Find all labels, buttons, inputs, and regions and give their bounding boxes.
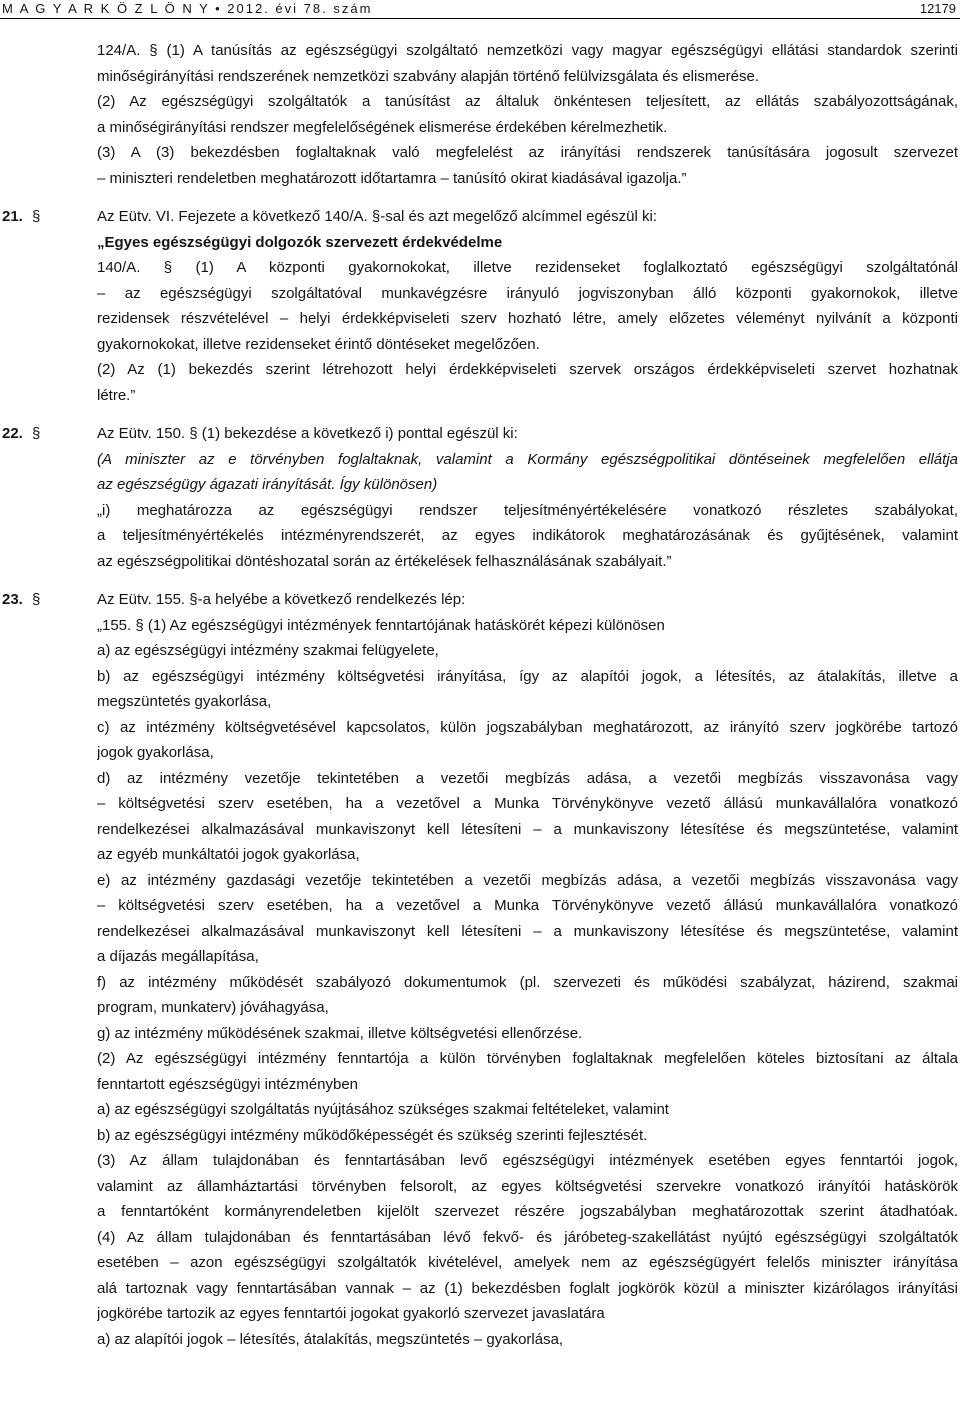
line-text: a teljesítményértékelés intézményrendszerét, az egyes indikátorok meghatározásának és gyűjtésének, valamint — [97, 527, 958, 544]
line-text: a díjazás megállapítása, — [97, 948, 259, 965]
line-text: az egészségügy ágazati irányítását. Így különösen) — [97, 476, 438, 493]
text-line — [0, 281, 960, 307]
line-text: jogkörébe tartozik az egyes fenntartói jogokat gyakorló szervezet javaslatára — [97, 1305, 605, 1322]
text-line — [0, 664, 960, 690]
line-text: Az Eütv. 150. § (1) bekezdése a következő i) ponttal egészül ki: — [97, 425, 518, 442]
line-text: a) az egészségügyi intézmény szakmai felügyelete, — [97, 642, 439, 659]
text-line — [0, 766, 960, 792]
line-text: minőségirányítási rendszerének nemzetközi szabvány alapján történő felülvizsgálata és elismerése. — [97, 67, 760, 85]
text-line — [0, 919, 960, 945]
text-line — [0, 1199, 960, 1225]
text-line — [0, 421, 960, 447]
text-line — [0, 970, 960, 996]
line-text: esetében – azon egészségügyi szolgáltatók kivételével, amelyek nem az egészségügyért felelős miniszter irányítása — [97, 1254, 958, 1271]
line-text: jogok gyakorlása, — [97, 744, 214, 761]
line-text: (3) A (3) bekezdésben foglaltaknak való megfelelést az irányítási rendszerek tanúsítására jogosult szervezet — [97, 144, 958, 161]
line-text: g) az intézmény működésének szakmai, illetve költségvetési ellenőrzése. — [97, 1024, 583, 1042]
line-text: 124/A. § (1) A tanúsítás az egészségügyi szolgáltató nemzetközi vagy magyar egészségügyi ellátási standardok szerinti — [97, 42, 958, 59]
line-text: Az Eütv. 155. §-a helyébe a következő rendelkezés lép: — [97, 591, 466, 608]
line-text: Az Eütv. VI. Fejezete a következő 140/A. §-sal és azt megelőző alcímmel egészül ki: — [97, 208, 657, 225]
line-text: (A miniszter az e törvényben foglaltaknak, valamint a Kormány egészségpolitikai döntéseinek megfelelően ellátja — [97, 450, 958, 468]
text-line — [0, 498, 960, 524]
text-line — [0, 587, 960, 613]
text-line — [0, 791, 960, 817]
section-number: 22. — [2, 425, 23, 442]
text-line — [0, 1148, 960, 1174]
subtitle-line: „Egyes egészségügyi dolgozók szervezett érdekvédelme — [97, 233, 503, 251]
section-gap — [0, 408, 960, 421]
line-text: „155. § (1) Az egészségügyi intézmények fenntartójának hatáskörét képezi különösen — [97, 616, 665, 634]
line-text: (2) Az (1) bekezdés szerint létrehozott helyi érdekképviseleti szervek országos érdekképviseleti szervet hozhatnak — [97, 361, 958, 378]
line-text: a minőségirányítási rendszer megfelelőségének elismerése érdekében kérelmezhetik. — [97, 118, 668, 136]
text-line — [0, 1276, 960, 1302]
line-text: (2) Az egészségügyi intézmény fenntartója a külön törvényben foglaltaknak megfelelően köteles biztosítani az általa — [97, 1050, 958, 1067]
line-text: a) az egészségügyi szolgáltatás nyújtásához szükséges szakmai feltételeket, valamint — [97, 1101, 669, 1118]
header-rule — [0, 18, 960, 19]
text-line — [0, 689, 960, 715]
section-gap — [0, 574, 960, 587]
line-text: – miniszteri rendeletben meghatározott időtartamra – tanúsító okirat kiadásával igazolja.” — [97, 169, 687, 187]
text-line — [0, 893, 960, 919]
text-line — [0, 1327, 960, 1353]
text-line — [0, 1097, 960, 1123]
document-body — [0, 38, 960, 1352]
line-text: létre.” — [97, 386, 136, 404]
text-line — [0, 1072, 960, 1098]
line-text: rendelkezései alkalmazásával munkaviszonyt kell létesíteni – a munkaviszony létesítése és megszüntetése, valamint — [97, 820, 958, 838]
text-line — [0, 306, 960, 332]
line-text: (4) Az állam tulajdonában és fenntartásában lévő fekvő- és járóbeteg-szakellátást nyújtó egészségügyi szolgáltatók — [97, 1228, 958, 1246]
line-text: c) az intézmény költségvetésével kapcsolatos, külön jogszabályban meghatározott, az irányító szerv jogkörébe tartozó — [97, 718, 958, 736]
line-text: b) az egészségügyi intézmény költségvetési irányítása, így az alapítói jogok, a létesítés, az átalakítás, illetve a — [97, 667, 958, 685]
publication-title: M A G Y A R K Ö Z L Ö N Y • 2012. évi 78. szám — [2, 1, 373, 16]
text-line — [0, 638, 960, 664]
line-text: az egészségpolitikai döntéshozatal során az értékelések felhasználásának szabályait.” — [97, 552, 672, 570]
text-line — [0, 383, 960, 409]
text-line — [0, 166, 960, 192]
text-line — [0, 1250, 960, 1276]
text-line — [0, 995, 960, 1021]
text-line — [0, 89, 960, 115]
line-text: a fenntartóként kormányrendeletben kijelölt szervezet részére jogszabályban meghatározottak szerint átadhatóak. — [97, 1203, 958, 1220]
section-number: 23. — [2, 591, 23, 608]
section-gap — [0, 191, 960, 204]
line-text: „i) meghatározza az egészségügyi rendszer teljesítményértékelésére vonatkozó részletes szabályokat, — [97, 501, 958, 519]
section-sign: § — [32, 591, 41, 608]
text-line — [0, 332, 960, 358]
text-line — [0, 204, 960, 230]
text-line — [0, 255, 960, 281]
text-line — [0, 842, 960, 868]
text-line — [0, 357, 960, 383]
line-text: program, munkaterv) jóváhagyása, — [97, 999, 329, 1016]
line-text: f) az intézmény működését szabályozó dokumentumok (pl. szervezeti és működési szabályzat, házirend, szakmai — [97, 973, 958, 991]
text-line — [0, 115, 960, 141]
line-text: d) az intézmény vezetője tekintetében a vezetői megbízás adása, a vezetői megbízás visszavonása vagy — [97, 769, 958, 787]
line-text: fenntartott egészségügyi intézményben — [97, 1075, 358, 1093]
line-text: valamint az államháztartási törvényben felsorolt, az egyes költségvetési szervekre vonatkozó irányítói hatáskörök — [97, 1177, 958, 1195]
line-text: rendelkezései alkalmazásával munkaviszonyt kell létesíteni – a munkaviszony létesítése és megszüntetése, valamint — [97, 922, 958, 940]
line-text: – költségvetési szerv esetében, ha a vezetővel a Munka Törvénykönyve vezető állású munkavállalóra vonatkozó — [97, 897, 958, 914]
line-text: 140/A. § (1) A központi gyakornokokat, illetve rezidenseket foglalkoztató egészségügyi szolgáltatónál — [97, 259, 958, 276]
text-line — [0, 868, 960, 894]
text-line — [0, 64, 960, 90]
page-number: 12179 — [919, 1, 956, 16]
text-line — [0, 447, 960, 473]
text-line — [0, 140, 960, 166]
text-line — [0, 1123, 960, 1149]
text-line — [0, 230, 960, 256]
text-line — [0, 817, 960, 843]
line-text: (2) Az egészségügyi szolgáltatók a tanúsítást az általuk önkéntesen teljesített, az ellátás szabályozottságának, — [97, 93, 958, 110]
line-text: (3) Az állam tulajdonában és fenntartásában levő egészségügyi intézmények esetében egyes fenntartói jogok, — [97, 1152, 958, 1169]
line-text: e) az intézmény gazdasági vezetője tekintetében a vezetői megbízás adása, a vezetői megbízás visszavonása vagy — [97, 871, 958, 889]
text-line — [0, 715, 960, 741]
section-sign: § — [32, 208, 41, 225]
text-line — [0, 549, 960, 575]
section-sign: § — [32, 425, 41, 442]
line-text: – az egészségügyi szolgáltatóval munkavégzésre irányuló jogviszonyban álló központi gyakornokok, illetve — [97, 284, 958, 302]
line-text: az egyéb munkáltatói jogok gyakorlása, — [97, 846, 360, 863]
line-text: alá tartoznak vagy fenntartásában vannak – az (1) bekezdésben foglalt jogkörök közül a miniszter kizárólagos irányítási — [97, 1279, 958, 1297]
text-line — [0, 613, 960, 639]
text-line — [0, 1225, 960, 1251]
line-text: megszüntetés gyakorlása, — [97, 693, 272, 710]
line-text: rezidensek részvételével – helyi érdekképviseleti szerv hozható létre, amely előzetes véleményt nyilvánít a központi — [97, 310, 958, 327]
text-line — [0, 1046, 960, 1072]
text-line — [0, 1301, 960, 1327]
section-number: 21. — [2, 208, 23, 225]
text-line — [0, 523, 960, 549]
line-text: b) az egészségügyi intézmény működőképességét és szükség szerinti fejlesztését. — [97, 1126, 648, 1144]
text-line — [0, 1021, 960, 1047]
text-line — [0, 472, 960, 498]
text-line — [0, 38, 960, 64]
text-line — [0, 740, 960, 766]
text-line — [0, 1174, 960, 1200]
page-header — [0, 0, 960, 18]
text-line — [0, 944, 960, 970]
line-text: – költségvetési szerv esetében, ha a vezetővel a Munka Törvénykönyve vezető állású munkavállalóra vonatkozó — [97, 795, 958, 812]
line-text: a) az alapítói jogok – létesítés, átalakítás, megszüntetés – gyakorlása, — [97, 1330, 564, 1348]
line-text: gyakornokokat, illetve rezidenseket érintő döntéseket megelőzően. — [97, 335, 540, 353]
